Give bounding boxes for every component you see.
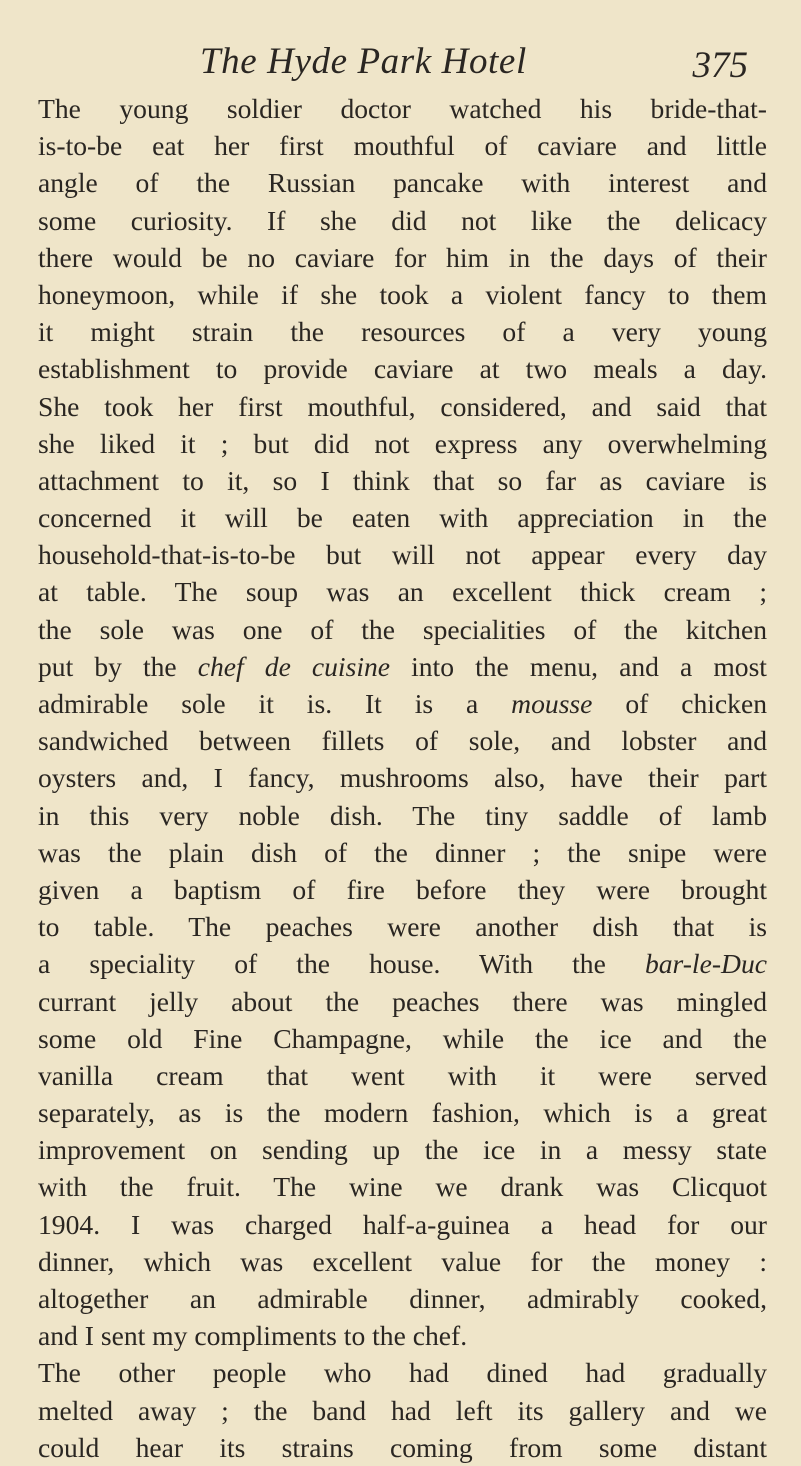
text-line <box>38 611 767 648</box>
text-run: and I sent my compliments to the chef. <box>38 1320 468 1352</box>
text-run: oysters and, I fancy, mushrooms also, have their part <box>38 762 767 794</box>
italic-phrase: bar-le-Duc <box>644 948 767 980</box>
text-line <box>38 871 767 908</box>
text-run: altogether an admirable dinner, admirably cooked, <box>38 1283 767 1314</box>
text-run: She took her first mouthful, considered, and said that <box>38 390 767 422</box>
text-run: into the menu, and a most <box>390 650 767 682</box>
text-run: put by the <box>38 650 198 682</box>
text-run: some old Fine Champagne, while the ice and the <box>38 1022 767 1054</box>
text-line <box>38 759 767 796</box>
text-run: separately, as is the modern fashion, which is a great <box>38 1097 767 1129</box>
text-run: is-to-be eat her first mouthful of caviare and little <box>38 130 767 162</box>
text-line <box>38 983 767 1020</box>
text-run: could hear its strains coming from some distant <box>38 1431 767 1463</box>
text-run: with the fruit. The wine we drank was Clicquot <box>38 1171 767 1203</box>
text-run: The young soldier doctor watched his bride-that- <box>38 93 767 124</box>
text-line <box>38 350 767 387</box>
text-line <box>38 573 767 610</box>
text-line <box>38 685 767 722</box>
page-number: 375 <box>692 45 748 86</box>
text-run: at table. The soup was an excellent thick cream ; <box>38 576 767 608</box>
text-line <box>38 1317 767 1354</box>
text-line <box>38 313 767 350</box>
text-line <box>38 1429 767 1466</box>
text-run: dinner, which was excellent value for the money : <box>38 1245 767 1277</box>
text-run: she liked it ; but did not express any overwhelming <box>38 427 767 459</box>
text-run: attachment to it, so I think that so far as caviare is <box>38 464 767 496</box>
text-run: establishment to provide caviare at two meals a day. <box>38 353 767 385</box>
text-line <box>38 908 767 945</box>
text-run: melted away ; the band had left its gallery and we <box>38 1394 767 1426</box>
text-line <box>38 1243 767 1280</box>
text-run: vanilla cream that went with it were served <box>38 1059 767 1091</box>
text-line <box>38 1131 767 1168</box>
text-run: concerned it will be eaten with appreciation in the <box>38 502 767 534</box>
text-run: sandwiched between fillets of sole, and lobster and <box>38 725 767 757</box>
text-run: household-that-is-to-be but will not appear every day <box>38 539 767 571</box>
text-line <box>38 202 767 239</box>
text-line <box>38 1206 767 1243</box>
running-title: The Hyde Park Hotel <box>200 41 527 82</box>
text-line <box>38 536 767 573</box>
text-line <box>38 722 767 759</box>
text-run: 1904. I was charged half-a-guinea a head for our <box>38 1208 767 1240</box>
text-run: honeymoon, while if she took a violent fancy to them <box>38 278 767 310</box>
text-line <box>38 239 767 276</box>
text-line <box>38 1094 767 1131</box>
text-run: of chicken <box>592 688 767 719</box>
body-text <box>38 90 767 1466</box>
text-run: improvement on sending up the ice in a messy state <box>38 1134 767 1166</box>
text-run: was the plain dish of the dinner ; the snipe were <box>38 836 767 868</box>
text-line <box>38 462 767 499</box>
text-line <box>38 1168 767 1205</box>
text-run: currant jelly about the peaches there was mingled <box>38 985 767 1017</box>
text-line <box>38 127 767 164</box>
text-run: admirable sole it is. It is a <box>38 688 512 719</box>
italic-phrase: mousse <box>511 688 593 719</box>
text-line <box>38 425 767 462</box>
text-run: the sole was one of the specialities of the kitchen <box>38 613 767 645</box>
text-line <box>38 276 767 313</box>
text-run: The other people who had dined had gradually <box>38 1357 767 1389</box>
text-run: some curiosity. If she did not like the delicacy <box>38 204 767 236</box>
text-line <box>38 499 767 536</box>
italic-phrase: chef de cuisine <box>197 650 391 682</box>
text-line <box>38 1354 767 1391</box>
text-run: there would be no caviare for him in the days of their <box>38 241 767 273</box>
text-line <box>38 648 767 685</box>
text-line <box>38 1280 767 1317</box>
text-line <box>38 945 767 982</box>
running-head <box>64 34 754 84</box>
text-run: a speciality of the house. With the <box>38 948 645 980</box>
text-line <box>38 90 767 127</box>
text-run: it might strain the resources of a very young <box>38 316 767 348</box>
text-run: angle of the Russian pancake with interest and <box>38 167 767 199</box>
text-line <box>38 1020 767 1057</box>
text-run: given a baptism of fire before they were brought <box>38 873 767 905</box>
text-line <box>38 1392 767 1429</box>
text-line <box>38 834 767 871</box>
text-run: in this very noble dish. The tiny saddle of lamb <box>38 799 767 831</box>
text-line <box>38 388 767 425</box>
text-line <box>38 1057 767 1094</box>
text-run: to table. The peaches were another dish that is <box>38 911 767 943</box>
text-line <box>38 797 767 834</box>
text-line <box>38 164 767 201</box>
